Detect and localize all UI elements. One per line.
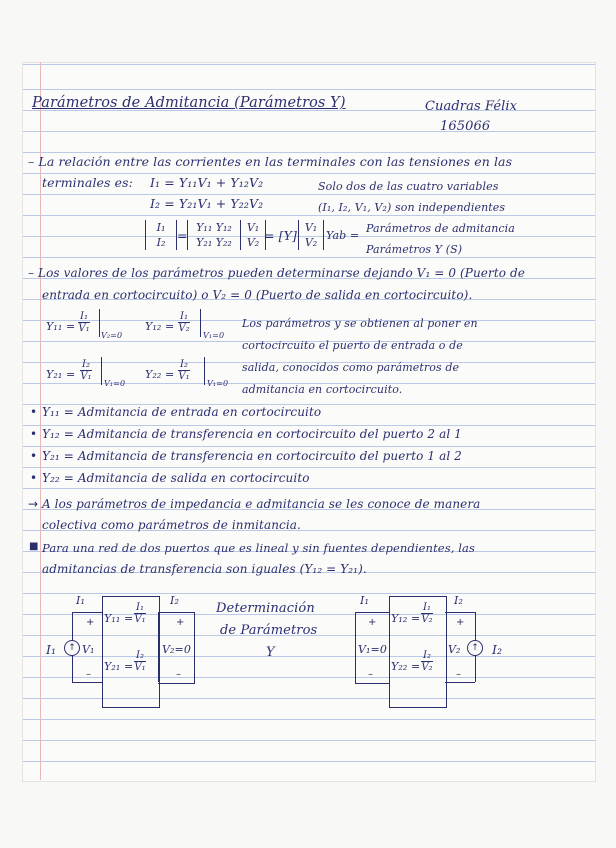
equation-2: I₂ = Y₂₁V₁ + Y₂₂V₂ xyxy=(150,196,264,211)
left-wire-bottom-in xyxy=(72,682,102,683)
matrix-current-i1: I₁ xyxy=(156,221,166,234)
right-wire-bottom-out xyxy=(445,682,475,683)
yab-desc-1: Parámetros de admitancia xyxy=(366,222,515,235)
bullet-y22: Y₂₂ = Admitancia de salida en cortocircuito xyxy=(42,471,310,485)
bullet-y11: Y₁₁ = Admitancia de entrada en cortocircuito xyxy=(42,405,322,419)
intro-line-2: terminales es: xyxy=(42,175,133,190)
y21-den: V₁ xyxy=(80,371,92,382)
para2-line-2: entrada en cortocircuito) o V₂ = 0 (Puerto de salida en cortocircuito). xyxy=(42,288,473,302)
y21-num: I₂ xyxy=(82,359,90,370)
y12-fraction xyxy=(178,311,190,334)
bullet-dot-1: • xyxy=(30,405,38,419)
right-y12-den: V₂ xyxy=(421,614,433,625)
current-source-icon: ↑ xyxy=(467,640,483,656)
matrix-y-row-2: Y₂₁ Y₂₂ xyxy=(196,236,232,249)
left-y11-lhs: Y₁₁ = xyxy=(104,612,134,625)
margin-line xyxy=(40,62,41,780)
left-plus-out: + xyxy=(176,617,185,628)
y22-lhs: Y₂₂ = xyxy=(145,368,175,381)
y11-lhs: Y₁₁ = xyxy=(46,320,76,333)
reciprocity-line-1: Para una red de dos puertos que es lineal y sin fuentes dependientes, las xyxy=(42,541,475,555)
author-name: Cuadras Félix xyxy=(425,99,518,114)
para2-line-1: – Los valores de los parámetros pueden determinarse dejando V₁ = 0 (Puerto de xyxy=(28,266,525,280)
equals-y-matrix: = [Y] xyxy=(264,228,297,243)
diagram-title-2: de Parámetros xyxy=(220,623,318,638)
current-source-icon: ↑ xyxy=(64,640,80,656)
note-line-1: Solo dos de las cuatro variables xyxy=(318,180,499,193)
immitance-line-1: A los parámetros de impedancia e admitancia se les conoce de manera xyxy=(42,497,481,511)
y22-num: I₂ xyxy=(180,359,188,370)
side-line-2: cortocircuito el puerto de entrada o de xyxy=(242,339,463,352)
left-minus-in: – xyxy=(86,669,92,680)
diagram-title-3: Y xyxy=(266,645,275,660)
y12-eval-bar xyxy=(200,309,201,337)
left-v2: V₂=0 xyxy=(162,643,191,656)
right-minus-in: – xyxy=(368,669,374,680)
left-minus-out: – xyxy=(176,669,182,680)
bullet-y21: Y₂₁ = Admitancia de transferencia en cortocircuito del puerto 1 al 2 xyxy=(42,449,462,463)
side-line-4: admitancia en cortocircuito. xyxy=(242,383,403,396)
right-plus-out: + xyxy=(456,617,465,628)
y22-den: V₁ xyxy=(178,371,190,382)
bullet-dot-3: • xyxy=(30,449,38,463)
y21-lhs: Y₂₁ = xyxy=(46,368,76,381)
diagram-title-1: Determinación xyxy=(216,601,315,616)
matrix-voltage-2-v1: V₁ xyxy=(304,221,318,234)
y12-num: I₁ xyxy=(180,311,188,322)
y11-num: I₁ xyxy=(80,311,88,322)
student-id: 165066 xyxy=(440,119,491,134)
y11-eval-bar xyxy=(99,309,100,337)
left-v1: V₁ xyxy=(82,643,95,656)
bullet-arrow: → xyxy=(28,497,39,511)
right-y22-fraction xyxy=(421,650,433,673)
y12-den: V₂ xyxy=(178,323,190,334)
equation-1: I₁ = Y₁₁V₁ + Y₁₂V₂ xyxy=(150,175,264,190)
right-y12-fraction xyxy=(421,602,433,625)
right-minus-out: – xyxy=(456,669,462,680)
intro-line-1: – La relación entre las corrientes en las terminales con las tensiones en las xyxy=(28,154,513,169)
y22-fraction xyxy=(178,359,190,382)
left-y11-fraction xyxy=(134,602,146,625)
left-y21-lhs: Y₂₁ = xyxy=(104,660,134,673)
bullet-square: ■ xyxy=(29,541,39,552)
matrix-voltage-2 xyxy=(298,220,324,250)
right-y22-num: I₂ xyxy=(423,650,431,661)
right-y12-num: I₁ xyxy=(423,602,431,613)
matrix-current-i2: I₂ xyxy=(156,236,166,249)
left-i2: I₂ xyxy=(170,594,179,607)
right-y12-lhs: Y₁₂ = xyxy=(391,612,421,625)
left-y11-den: V₁ xyxy=(134,614,146,625)
y21-eval-bar xyxy=(101,357,102,385)
y22-eval-bar xyxy=(204,357,205,385)
left-y11-num: I₁ xyxy=(136,602,144,613)
left-y21-fraction xyxy=(134,650,146,673)
left-y21-den: V₁ xyxy=(134,662,146,673)
y11-den: V₁ xyxy=(78,323,90,334)
right-v1: V₁=0 xyxy=(358,643,387,656)
matrix-voltage xyxy=(240,220,266,250)
matrix-y-row-1: Y₁₁ Y₁₂ xyxy=(196,221,232,234)
page-title: Parámetros de Admitancia (Parámetros Y) xyxy=(32,95,346,111)
bullet-y12: Y₁₂ = Admitancia de transferencia en cortocircuito del puerto 2 al 1 xyxy=(42,427,462,441)
left-i1: I₁ xyxy=(76,594,85,607)
y11-cond: V₂=0 xyxy=(101,331,123,340)
yab-desc-2: Parámetros Y (S) xyxy=(366,243,463,256)
y12-cond: V₁=0 xyxy=(203,331,225,340)
note-line-2: (I₁, I₂, V₁, V₂) son independientes xyxy=(318,201,506,214)
matrix-voltage-v2: V₂ xyxy=(246,236,260,249)
bullet-dot-4: • xyxy=(30,471,38,485)
right-y22-lhs: Y₂₂ = xyxy=(391,660,421,673)
immitance-line-2: colectiva como parámetros de inmitancia. xyxy=(42,518,301,532)
y22-cond: V₁=0 xyxy=(207,379,229,388)
bullet-dot-2: • xyxy=(30,427,38,441)
right-wire-top-out xyxy=(445,612,475,613)
y21-fraction xyxy=(80,359,92,382)
right-y22-den: V₂ xyxy=(421,662,433,673)
right-v2: V₂ xyxy=(448,643,461,656)
right-i2: I₂ xyxy=(454,594,463,607)
left-plus-in: + xyxy=(86,617,95,628)
side-line-1: Los parámetros y se obtienen al poner en xyxy=(242,317,478,330)
y11-fraction xyxy=(78,311,90,334)
left-y21-num: I₂ xyxy=(136,650,144,661)
right-i1: I₁ xyxy=(360,594,369,607)
side-line-3: salida, conocidos como parámetros de xyxy=(242,361,460,374)
y21-cond: V₁=0 xyxy=(104,379,126,388)
y12-lhs: Y₁₂ = xyxy=(145,320,175,333)
right-source-label: I₂ xyxy=(492,642,503,657)
right-plus-in: + xyxy=(368,617,377,628)
equals-sign: = xyxy=(177,228,188,243)
yab-label: Yab = xyxy=(326,229,360,242)
matrix-current xyxy=(145,220,177,250)
left-source-label: I₁ xyxy=(46,642,57,657)
left-wire-top-in xyxy=(72,612,102,613)
matrix-voltage-v1: V₁ xyxy=(246,221,260,234)
matrix-y xyxy=(187,220,241,250)
reciprocity-line-2: admitancias de transferencia son iguales (Y₁₂ = Y₂₁). xyxy=(42,562,367,576)
matrix-voltage-2-v2: V₂ xyxy=(304,236,318,249)
